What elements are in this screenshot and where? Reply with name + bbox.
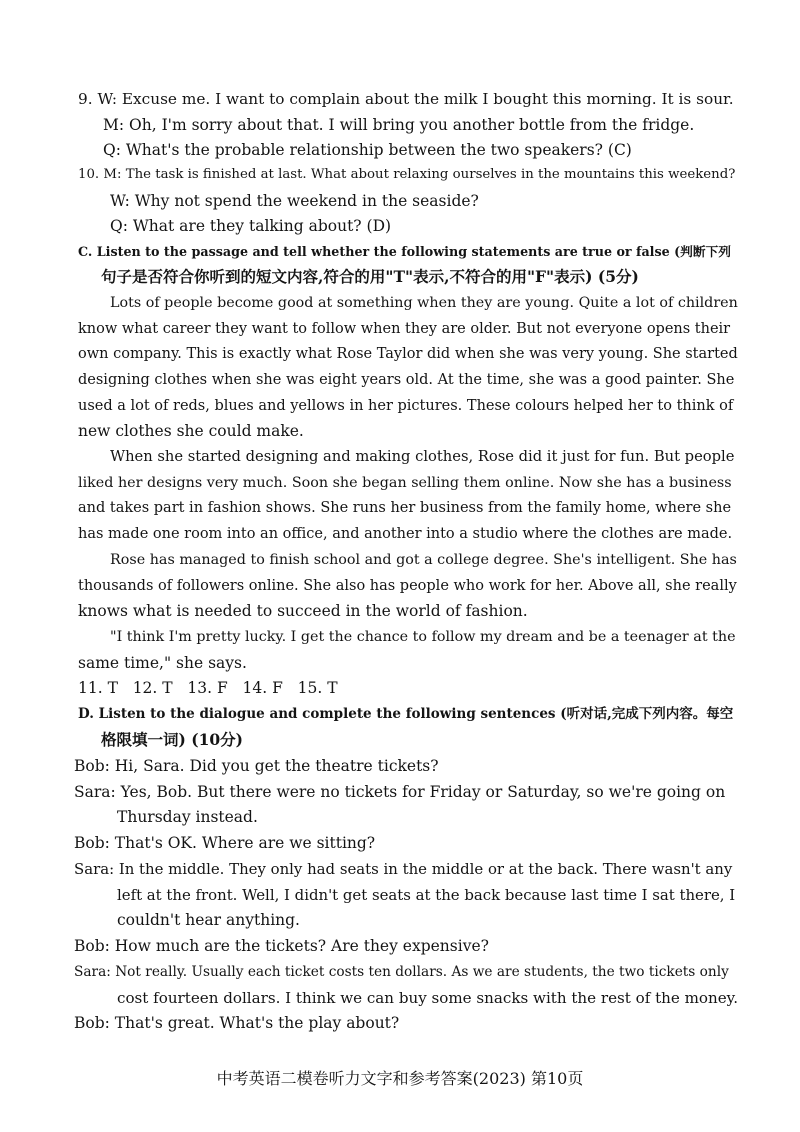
- q10-line-3: Q: What are they talking about? (D): [110, 217, 392, 235]
- passage-p2-line: liked her designs very much. Soon she began selling them online. Now she has a business: [78, 475, 732, 491]
- q10-line-1: 10. M: The task is finished at last. What about relaxing ourselves in the mountains this weekend?: [78, 167, 736, 182]
- passage-p1-line: own company. This is exactly what Rose Taylor did when she was very young. She started: [78, 346, 738, 362]
- passage-p1-line: Lots of people become good at something when they are young. Quite a lot of children: [110, 295, 738, 311]
- dialogue-line: Sara: Not really. Usually each ticket costs ten dollars. As we are students, the two tickets only: [74, 964, 729, 980]
- passage-p3-line: knows what is needed to succeed in the world of fashion.: [78, 602, 528, 620]
- passage-p3-line: thousands of followers online. She also has people who work for her. Above all, she really: [78, 578, 737, 594]
- passage-p1-line: designing clothes when she was eight years old. At the time, she was a good painter. She: [78, 372, 735, 388]
- passage-p3-line: Rose has managed to finish school and got a college degree. She's intelligent. She has: [110, 552, 737, 568]
- dialogue-line: Sara: Yes, Bob. But there were no tickets for Friday or Saturday, so we're going on: [74, 783, 726, 801]
- passage-p1-line: used a lot of reds, blues and yellows in her pictures. These colours helped her to think of: [78, 398, 734, 414]
- passage-p4-line: same time," she says.: [78, 654, 247, 672]
- dialogue-line: left at the front. Well, I didn't get seats at the back because last time I sat there, I: [117, 886, 736, 904]
- passage-p1-line: know what career they want to follow when they are older. But not everyone opens their: [78, 321, 731, 337]
- q9-line-3: Q: What's the probable relationship between the two speakers? (C): [103, 141, 632, 159]
- dialogue-line: Sara: In the middle. They only had seats in the middle or at the back. There wasn't any: [74, 860, 733, 878]
- page-footer: 中考英语二模卷听力文字和参考答案(2023) 第10页: [216, 1069, 584, 1088]
- dialogue-line: Thursday instead.: [117, 808, 258, 826]
- section-d-heading-2: 格限填一词) (10分): [101, 730, 243, 749]
- section-c-answers: 11. T 12. T 13. F 14. F 15. T: [78, 679, 338, 697]
- dialogue-line: Bob: That's OK. Where are we sitting?: [74, 834, 376, 852]
- section-d-heading-1: D. Listen to the dialogue and complete the following sentences (听对话,完成下列内容。每空: [78, 706, 734, 722]
- dialogue-line: couldn't hear anything.: [117, 911, 300, 929]
- passage-p4-line: "I think I'm pretty lucky. I get the chance to follow my dream and be a teenager at the: [110, 629, 736, 645]
- section-c-heading-1: C. Listen to the passage and tell whether the following statements are true or false (判断下列: [78, 244, 731, 259]
- dialogue-line: cost fourteen dollars. I think we can buy some snacks with the rest of the money.: [117, 989, 738, 1007]
- q9-line-1: 9. W: Excuse me. I want to complain about the milk I bought this morning. It is sour.: [78, 90, 734, 108]
- dialogue-line: Bob: How much are the tickets? Are they expensive?: [74, 937, 489, 955]
- section-c-heading-2: 句子是否符合你听到的短文内容,符合的用"T"表示,不符合的用"F"表示) (5分): [101, 267, 639, 286]
- passage-p2-line: When she started designing and making clothes, Rose did it just for fun. But people: [110, 448, 735, 465]
- passage-p2-line: and takes part in fashion shows. She runs her business from the family home, where she: [78, 500, 732, 516]
- passage-p2-line: has made one room into an office, and another into a studio where the clothes are made.: [78, 526, 733, 542]
- q10-line-2: W: Why not spend the weekend in the seaside?: [110, 192, 479, 210]
- dialogue-line: Bob: That's great. What's the play about?: [74, 1014, 400, 1032]
- q9-line-2: M: Oh, I'm sorry about that. I will bring you another bottle from the fridge.: [103, 116, 695, 134]
- dialogue-line: Bob: Hi, Sara. Did you get the theatre tickets?: [74, 757, 439, 775]
- passage-p1-line: new clothes she could make.: [78, 422, 304, 440]
